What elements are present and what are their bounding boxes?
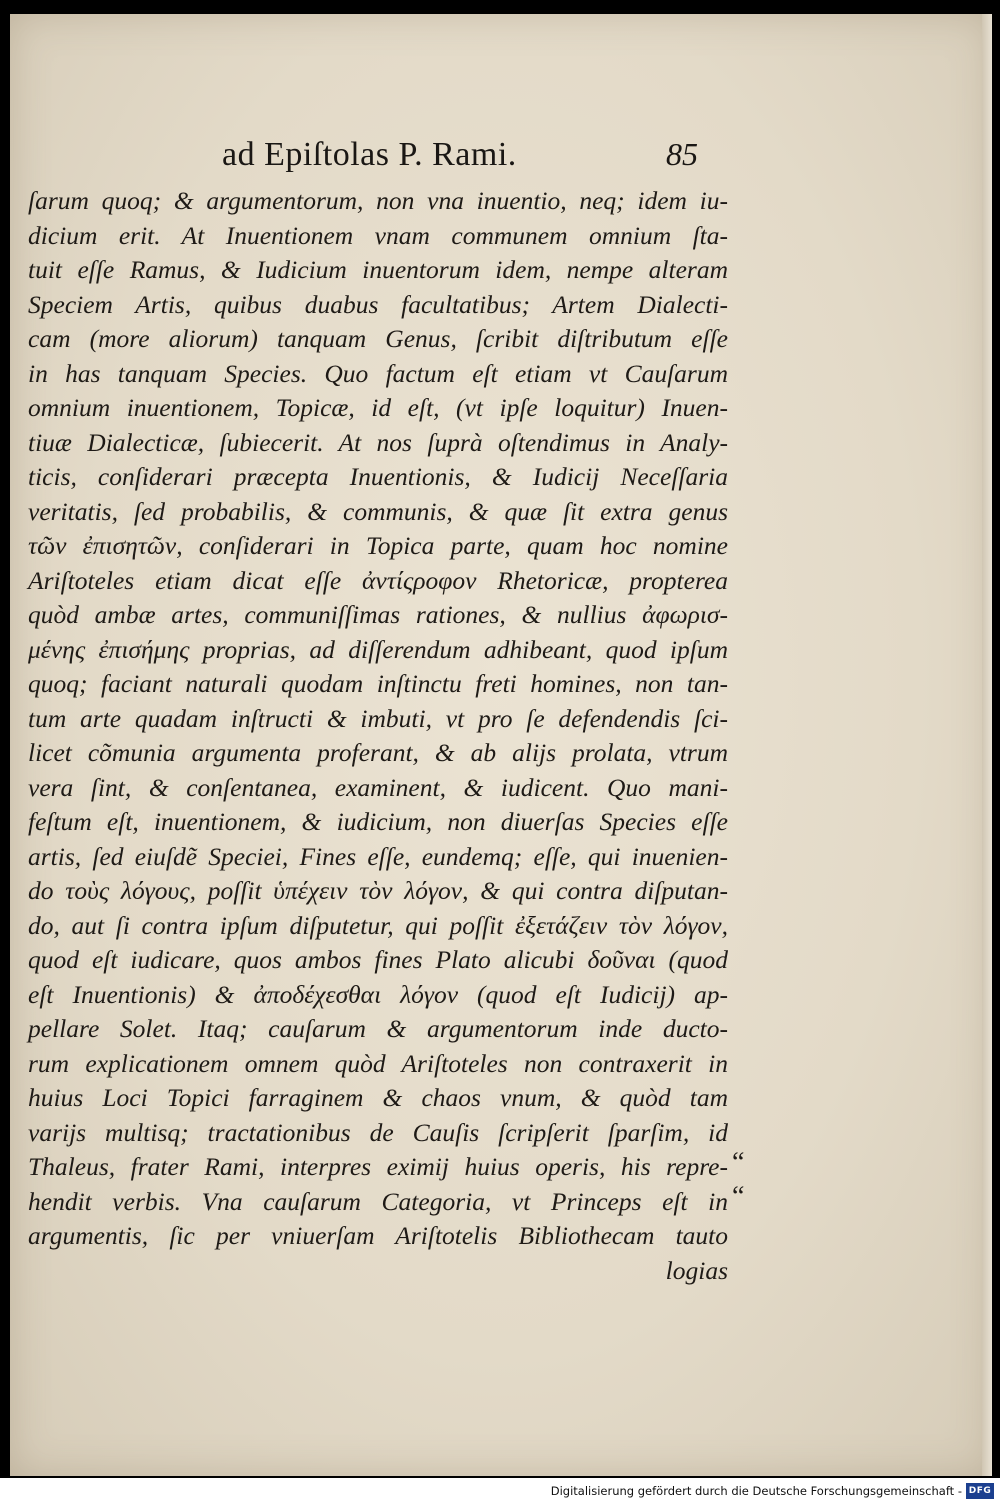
text-line: μένης ἐπισήμης proprias, ad diſſerendum adhibeant, quod ipſum	[28, 634, 728, 664]
page-number: 85	[666, 136, 698, 172]
text-line: quoq; faciant naturali quodam inſtinctu freti homines, non tan-	[28, 669, 728, 698]
text-line: vera ſint, & conſentanea, examinent, & iudicent. Quo mani-	[28, 772, 728, 802]
text-line: tuit eſſe Ramus, & Iudicium inuentorum idem, nempe alteram	[28, 255, 728, 284]
text-line: veritatis, ſed probabilis, & communis, & quæ ſit extra genus	[28, 496, 728, 526]
text-line: licet cõmunia argumenta proferant, & ab alijs prolata, vtrum	[28, 738, 728, 767]
quote-mark: “	[732, 1181, 745, 1212]
text-line: tum arte quadam inſtructi & imbuti, vt pro ſe defendendis ſci-	[28, 703, 728, 733]
footer-bar	[0, 1478, 1000, 1505]
page-edge	[982, 14, 992, 1476]
text-line: τῶν ἐπισητῶν, conſiderari in Topica parte, quam hoc nomine	[28, 531, 728, 560]
text-line: feſtum eſt, inuentionem, & iudicium, non diuerſas Species eſſe	[28, 807, 728, 836]
text-line: dicium erit. At Inuentionem vnam communem omnium ſta-	[28, 220, 728, 250]
text-line: Thaleus, frater Rami, interpres eximij huius operis, his repre-	[28, 1152, 728, 1181]
text-line: Speciem Artis, quibus duabus facultatibus; Artem Dialecti-	[28, 289, 728, 319]
running-head	[10, 136, 992, 186]
text-line: tiuæ Dialecticæ, ſubiecerit. At nos ſuprà oſtendimus in Analy-	[28, 427, 728, 457]
text-line: quod eſt iudicare, quos ambos fines Plato alicubi δοῦναι (quod	[28, 945, 728, 974]
text-line: logias	[665, 1255, 728, 1285]
text-line: huius Loci Topici farraginem & chaos vnum, & quòd tam	[28, 1083, 728, 1112]
text-line: rum explicationem omnem quòd Ariſtoteles non contraxerit in	[28, 1048, 728, 1078]
text-line: Ariſtoteles etiam dicat eſſe ἀντίςροφον Rhetoricæ, propterea	[28, 565, 728, 595]
text-line: argumentis, ſic per vniuerſam Ariſtotelis Bibliothecam tauto	[28, 1221, 728, 1250]
quote-mark: “	[732, 1147, 745, 1178]
footer-credit: Digitalisierung gefördert durch die Deutsche Forschungsgemeinschaft -	[550, 1484, 962, 1498]
text-line: pellare Solet. Itaq; cauſarum & argumentorum inde ducto-	[28, 1014, 728, 1043]
text-line: omnium inuentionem, Topicæ, id eſt, (vt ipſe loquitur) Inuen-	[28, 393, 728, 422]
text-line: do, aut ſi contra ipſum diſputetur, qui poſſit ἐξετάζειν τὸν λόγον,	[28, 910, 728, 940]
body-text	[28, 184, 728, 1288]
text-line: hendit verbis. Vna cauſarum Categoria, vt Princeps eſt in	[28, 1186, 728, 1216]
text-line: artis, ſed eiuſdẽ Speciei, Fines eſſe, eundemq; eſſe, qui inuenien-	[28, 841, 728, 871]
running-title: ad Epiſtolas P. Rami.	[222, 136, 517, 173]
dfg-logo: DFG	[966, 1483, 994, 1499]
text-line: in has tanquam Species. Quo factum eſt etiam vt Cauſarum	[28, 358, 728, 388]
text-line: quòd ambæ artes, communiſſimas rationes, & nullius ἀφωρισ-	[28, 600, 728, 629]
text-line: eſt Inuentionis) & ἀποδέχεσθαι λόγον (quod eſt Iudicij) ap-	[28, 979, 728, 1009]
text-line: ſarum quoq; & argumentorum, non vna inuentio, neq; idem iu-	[28, 186, 728, 215]
text-line: do τοὺς λόγους, poſſit ὑπέχειν τὸν λόγον, & qui contra diſputan-	[28, 876, 728, 905]
book-page	[10, 14, 992, 1476]
text-line: cam (more aliorum) tanquam Genus, ſcribit diſtributum eſſe	[28, 324, 728, 353]
text-line: varijs multisq; tractationibus de Cauſis ſcripſerit ſparſim, id	[28, 1117, 728, 1147]
text-line: ticis, conſiderari præcepta Inuentionis, & Iudicij Neceſſaria	[28, 462, 728, 491]
